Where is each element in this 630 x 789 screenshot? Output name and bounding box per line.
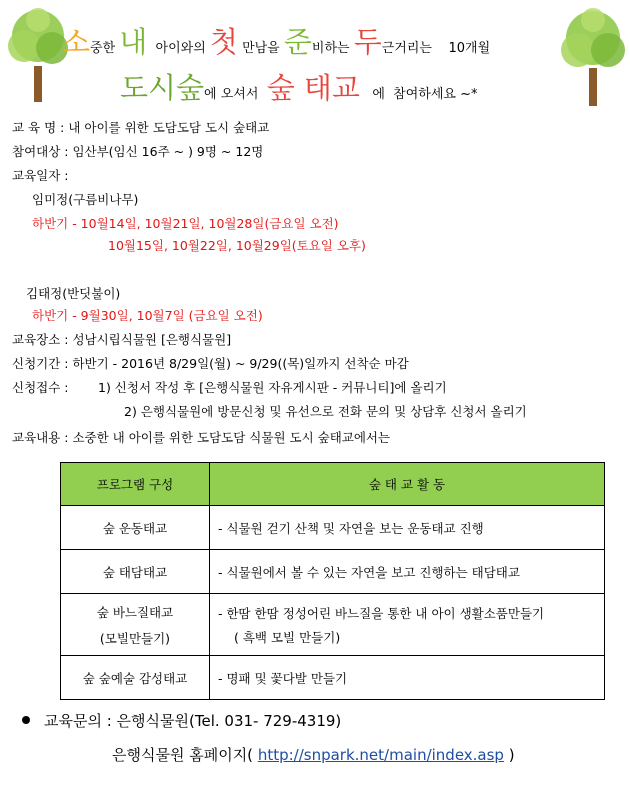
table-row	[61, 656, 605, 700]
table-row	[61, 506, 605, 550]
program-cell	[61, 506, 210, 550]
line1-seg-2: 내	[119, 25, 148, 59]
activity-text: - 한땀 한땀 정성어린 바느질을 통한 내 아이 생활소품만들기	[218, 605, 545, 621]
table-header-activity: 숲 태 교 활 동	[210, 463, 605, 506]
program-cell	[61, 656, 210, 700]
education-content: 교육내용 : 소중한 내 아이를 위한 도담도담 식물원 도시 숲태교에서는	[12, 430, 391, 445]
application-label: 신청접수 :	[12, 380, 69, 395]
homepage-label: 은행식물원 홈페이지(	[112, 746, 254, 764]
target-audience: 참여대상 : 임산부(임신 16주 ~ ) 9명 ~ 12명	[12, 144, 264, 159]
line2-seg-1: 에 오셔서	[204, 87, 267, 102]
line1-seg-1: 중한	[90, 41, 120, 56]
activity-text: - 식물원 걷기 산책 및 자연을 보는 운동태교 진행	[218, 520, 484, 536]
education-place: 교육장소 : 성남시립식물원 [은행식물원]	[12, 332, 232, 347]
line1-seg-8: 두	[353, 25, 382, 59]
program-cell	[61, 550, 210, 594]
activity-cell	[210, 506, 605, 550]
venue1-name: 임미정(구름비나무)	[32, 192, 139, 207]
table-row	[61, 550, 605, 594]
venue2-name: 김태정(반딧불이)	[26, 286, 121, 301]
title-line-2	[120, 66, 540, 106]
table-header-program: 프로그램 구성	[61, 463, 210, 506]
course-name: 교 육 명 : 내 아이를 위한 도담도담 도시 숲태교	[12, 120, 270, 135]
program-table	[60, 462, 605, 700]
line2-seg-2: 숲 태교	[266, 71, 360, 105]
application-step-1: 1) 신청서 작성 후 [은행식물원 자유게시판 - 커뮤니티]에 올리기	[98, 380, 447, 395]
title-line-1	[62, 20, 582, 60]
application-step-2: 2) 은행식물원에 방문신청 및 유선으로 전화 문의 및 상담후 신청서 올리기	[124, 404, 527, 419]
activity-cell	[210, 656, 605, 700]
program-name: 숲 바느질태교	[96, 604, 174, 620]
program-cell	[61, 594, 210, 656]
activity-text: - 명패 및 꽃다발 만들기	[218, 670, 348, 686]
venue1-schedule: 하반기 - 10월14일, 10월21일, 10월28일(금요일 오전)	[32, 216, 339, 231]
schedule-label: 교육일자 :	[12, 168, 69, 183]
homepage-line	[112, 744, 515, 765]
homepage-close: )	[508, 746, 515, 764]
application-period: 신청기간 : 하반기 - 2016년 8/29일(월) ~ 9/29((목)일까지 선착순 마감	[12, 356, 409, 371]
line1-seg-7: 비하는	[311, 41, 354, 56]
line2-seg-0: 도시숲	[120, 71, 205, 105]
activity-text: - 식물원에서 볼 수 있는 자연을 보고 진행하는 태담태교	[218, 564, 520, 580]
line1-seg-3: 아이와의	[147, 41, 210, 56]
homepage-link[interactable]: http://snpark.net/main/index.asp	[257, 746, 504, 764]
activity-subtext: ( 흑백 모빌 만들기)	[234, 629, 341, 645]
line2-seg-3: 에 참여하세요 ~*	[359, 87, 478, 102]
line1-seg-5: 만남을	[237, 41, 284, 56]
line1-seg-6: 준	[283, 25, 312, 59]
venue1-schedule-2: 10월15일, 10월22일, 10월29일(토요일 오후)	[108, 238, 366, 253]
line1-seg-0: 소	[62, 25, 91, 59]
program-name: 숲 숲예술 감성태교	[82, 670, 188, 686]
program-name: 숲 운동태교	[102, 520, 168, 536]
activity-cell	[210, 550, 605, 594]
program-subname: (모빌만들기)	[99, 630, 171, 646]
bullet-icon	[22, 716, 30, 724]
line1-seg-9: 근거리는 10개월	[381, 41, 491, 56]
table-header-row	[61, 463, 605, 506]
venue2-schedule: 하반기 - 9월30일, 10월7일 (금요일 오전)	[32, 308, 263, 323]
program-name: 숲 태담태교	[102, 564, 168, 580]
contact-inquiry: 교육문의 : 은행식물원(Tel. 031- 729-4319)	[44, 712, 342, 730]
table-row	[61, 594, 605, 656]
line1-seg-4: 첫	[209, 25, 238, 59]
activity-cell	[210, 594, 605, 656]
